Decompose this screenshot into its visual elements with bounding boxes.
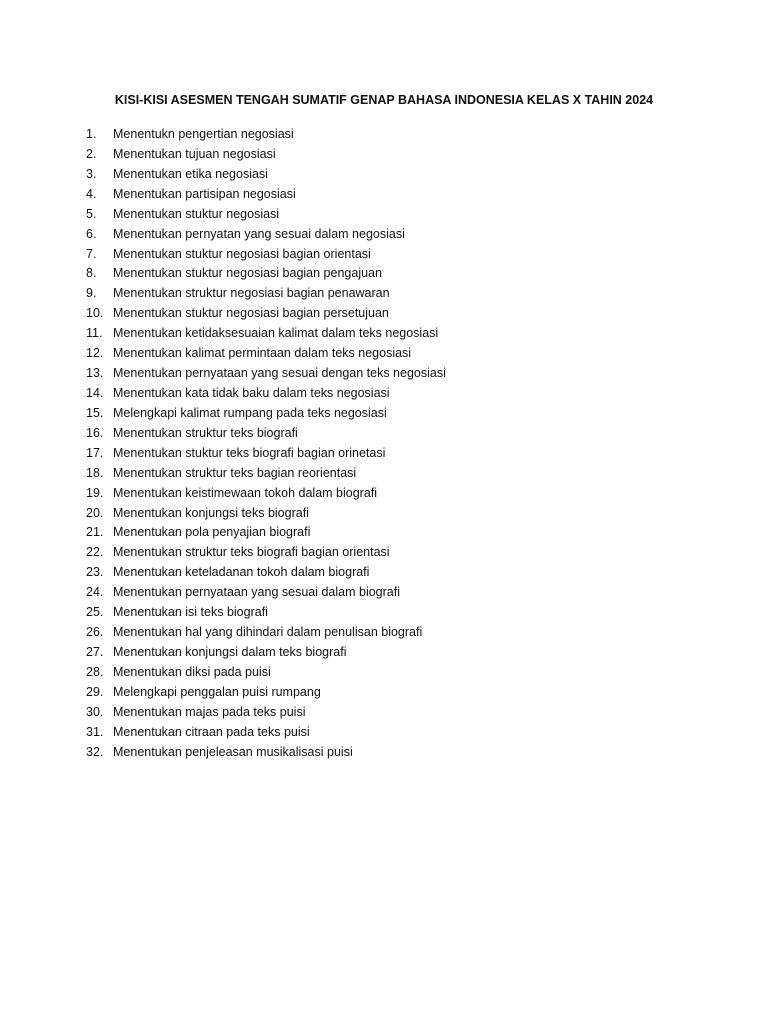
list-item bbox=[86, 683, 446, 703]
list-item bbox=[86, 165, 446, 185]
list-item bbox=[86, 185, 446, 205]
list-item-text: Menentukan partisipan negosiasi bbox=[113, 186, 296, 201]
list-item-text: Menentukan kalimat permintaan dalam teks negosiasi bbox=[113, 346, 412, 361]
list-item-text: Melengkapi penggalan puisi rumpang bbox=[113, 684, 321, 699]
list-item-number: 9. bbox=[86, 286, 97, 301]
list-item-number: 25. bbox=[86, 605, 104, 620]
list-item bbox=[86, 284, 446, 304]
list-item-number: 1. bbox=[86, 127, 97, 141]
list-item bbox=[86, 304, 446, 324]
list-item-text: Menentukan pola penyajian biografi bbox=[113, 525, 311, 540]
list-item-text: Melengkapi kalimat rumpang pada teks negosiasi bbox=[113, 405, 387, 420]
list-item-text: Menentukan pernyatan yang sesuai dalam negosiasi bbox=[113, 226, 405, 241]
list-item bbox=[86, 523, 446, 543]
list-item bbox=[86, 264, 446, 284]
list-item-text: Menentukan stuktur teks biografi bagian orinetasi bbox=[113, 445, 386, 460]
list-item-text: Menentukan struktur teks bagian reorientasi bbox=[113, 465, 357, 480]
list-item-number: 10. bbox=[86, 306, 104, 321]
list-item bbox=[86, 643, 446, 663]
list-item bbox=[86, 404, 446, 424]
list-item-number: 32. bbox=[86, 744, 104, 759]
list-item bbox=[86, 484, 446, 504]
list-item bbox=[86, 703, 446, 723]
list-item-text: Menentukn pengertian negosiasi bbox=[113, 127, 294, 141]
list-item-number: 22. bbox=[86, 545, 104, 560]
list-item-text: Menentukan keistimewaan tokoh dalam biografi bbox=[113, 485, 378, 500]
list-item-text: Menentukan hal yang dihindari dalam penulisan biografi bbox=[113, 625, 423, 640]
list-item-number: 4. bbox=[86, 186, 97, 201]
objective-list bbox=[86, 125, 446, 763]
list-item bbox=[86, 444, 446, 464]
list-item-number: 23. bbox=[86, 565, 104, 580]
list-item-number: 3. bbox=[86, 166, 97, 181]
list-item-text: Menentukan stuktur negosiasi bagian pengajuan bbox=[113, 266, 382, 281]
list-item-text: Menentukan pernyataan yang sesuai dalam biografi bbox=[113, 585, 400, 600]
list-item bbox=[86, 364, 446, 384]
list-item-number: 15. bbox=[86, 405, 104, 420]
list-item bbox=[86, 125, 446, 145]
list-item bbox=[86, 384, 446, 404]
list-item-text: Menentukan stuktur negosiasi bagian persetujuan bbox=[113, 306, 389, 321]
list-item bbox=[86, 225, 446, 245]
list-item-number: 16. bbox=[86, 425, 104, 440]
list-item-text: Menentukan pernyataan yang sesuai dengan teks negosiasi bbox=[113, 366, 446, 381]
list-item-number: 28. bbox=[86, 664, 104, 679]
list-item-number: 27. bbox=[86, 644, 104, 659]
list-item bbox=[86, 245, 446, 265]
list-item bbox=[86, 663, 446, 683]
list-item-text: Menentukan struktur teks biografi bbox=[113, 425, 298, 440]
list-item-number: 24. bbox=[86, 585, 104, 600]
list-item bbox=[86, 145, 446, 165]
list-item bbox=[86, 464, 446, 484]
list-item-number: 17. bbox=[86, 445, 104, 460]
list-item-text: Menentukan majas pada teks puisi bbox=[113, 704, 306, 719]
list-item-number: 13. bbox=[86, 366, 104, 381]
list-item bbox=[86, 543, 446, 563]
list-item bbox=[86, 205, 446, 225]
list-item bbox=[86, 504, 446, 524]
list-item-text: Menentukan struktur teks biografi bagian orientasi bbox=[113, 545, 390, 560]
list-item-number: 26. bbox=[86, 625, 104, 640]
list-item-number: 14. bbox=[86, 385, 104, 400]
list-item-number: 6. bbox=[86, 226, 97, 241]
list-item-number: 12. bbox=[86, 346, 104, 361]
list-item-number: 5. bbox=[86, 206, 97, 221]
list-item bbox=[86, 563, 446, 583]
list-item-number: 31. bbox=[86, 724, 104, 739]
list-item bbox=[86, 603, 446, 623]
list-item-text: Menentukan stuktur negosiasi bagian orientasi bbox=[113, 246, 371, 261]
list-item-text: Menentukan keteladanan tokoh dalam biografi bbox=[113, 565, 370, 580]
list-item-text: Menentukan konjungsi teks biografi bbox=[113, 505, 309, 520]
document-title: KISI-KISI ASESMEN TENGAH SUMATIF GENAP BAHASA INDONESIA KELAS X TAHIN 2024 bbox=[114, 93, 654, 107]
list-item-text: Menentukan ketidaksesuaian kalimat dalam teks negosiasi bbox=[113, 326, 439, 341]
list-item-number: 2. bbox=[86, 146, 97, 161]
list-item-number: 11. bbox=[86, 326, 103, 341]
list-item-text: Menentukan konjungsi dalam teks biografi bbox=[113, 644, 347, 659]
list-item-text: Menentukan isi teks biografi bbox=[113, 605, 268, 620]
list-item bbox=[86, 324, 446, 344]
list-item bbox=[86, 424, 446, 444]
list-item-number: 19. bbox=[86, 485, 104, 500]
list-item-text: Menentukan kata tidak baku dalam teks negosiasi bbox=[113, 385, 390, 400]
list-item bbox=[86, 583, 446, 603]
list-item-number: 8. bbox=[86, 266, 97, 281]
list-item-text: Menentukan etika negosiasi bbox=[113, 166, 268, 181]
list-item-text: Menentukan struktur negosiasi bagian penawaran bbox=[113, 286, 390, 301]
list-item-number: 29. bbox=[86, 684, 104, 699]
list-item-number: 7. bbox=[86, 246, 97, 261]
list-item-text: Menentukan stuktur negosiasi bbox=[113, 206, 280, 221]
list-item-text: Menentukan diksi pada puisi bbox=[113, 664, 271, 679]
list-item bbox=[86, 344, 446, 364]
list-item-text: Menentukan penjeleasan musikalisasi puisi bbox=[113, 744, 353, 759]
list-item-text: Menentukan tujuan negosiasi bbox=[113, 146, 276, 161]
list-item bbox=[86, 723, 446, 743]
list-item-number: 30. bbox=[86, 704, 104, 719]
list-item bbox=[86, 623, 446, 643]
list-item-number: 18. bbox=[86, 465, 104, 480]
list-item-text: Menentukan citraan pada teks puisi bbox=[113, 724, 310, 739]
list-item-number: 20. bbox=[86, 505, 104, 520]
list-item bbox=[86, 743, 446, 763]
list-item-number: 21. bbox=[86, 525, 104, 540]
